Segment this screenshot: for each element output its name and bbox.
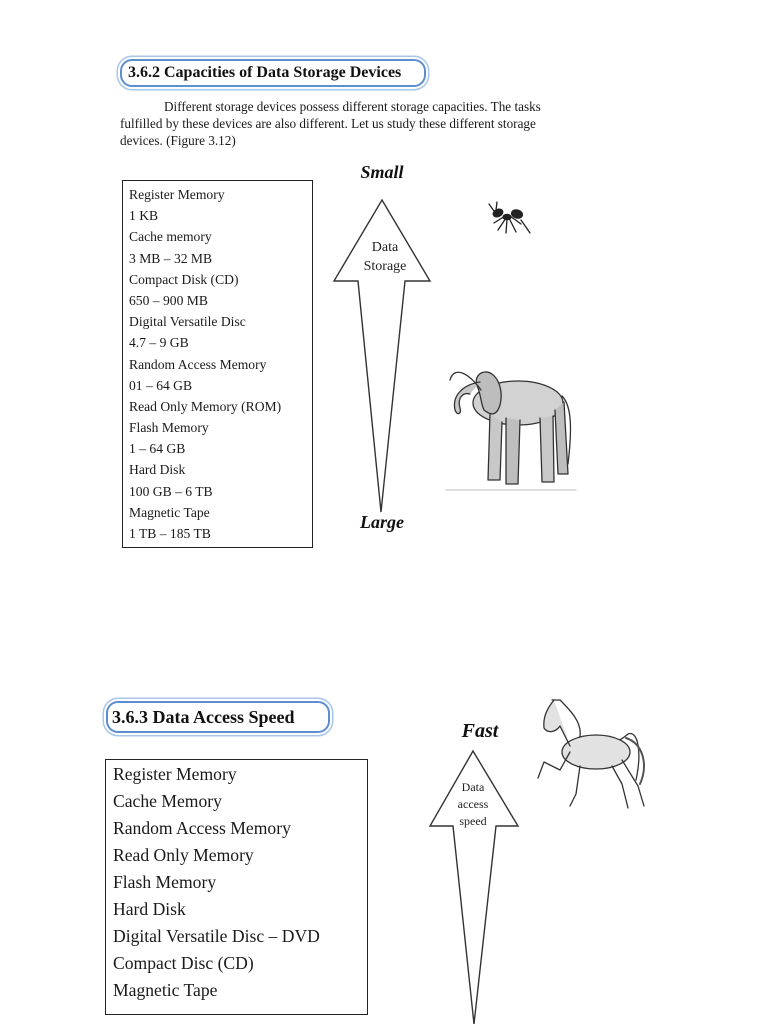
ant-icon [489,202,530,233]
arrow-text-line: Data [371,240,399,255]
intro-line-2: fulfilled by these devices are also different. Let us study these different storage [120,116,536,131]
device-name: Hard Disk [129,462,186,478]
speed-list-item: Random Access Memory [113,818,291,838]
device-name: Register Memory [129,187,225,202]
device-name: Cache memory [129,229,212,245]
speed-list-item: Flash Memory [113,872,217,892]
elephant-icon [446,372,576,490]
speed-list-item: Hard Disk [113,899,186,919]
intro-line-1: Different storage devices possess different storage capacities. The tasks [164,99,541,114]
arrow-text-line: Data [461,780,485,794]
section-heading-speed: 3.6.3 Data Access Speed [106,701,330,733]
speed-list-item: Register Memory [113,764,237,784]
arrow-text-data-storage [345,238,425,276]
device-capacity: 4.7 – 9 GB [129,335,189,351]
device-capacity: 3 MB – 32 MB [129,250,213,266]
arrow-text-line: access [457,797,489,811]
device-name: Compact Disk (CD) [129,271,239,287]
device-capacity: 1 – 64 GB [129,441,186,457]
section-heading-capacities: 3.6.2 Capacities of Data Storage Devices [120,59,426,87]
device-capacity: 1 TB – 185 TB [129,526,211,541]
speed-list-item: Read Only Memory [113,845,254,865]
speed-list-item: Magnetic Tape [113,980,218,1000]
device-capacity: 650 – 900 MB [129,292,208,308]
speed-list-item: Cache Memory [113,791,222,811]
arrow-text-line: Storage [363,259,407,274]
device-capacity: 1 KB [129,208,159,224]
device-name: Digital Versatile Disc [129,314,246,330]
arrow-top-label-small: Small [360,162,404,182]
device-name: Random Access Memory [129,356,267,372]
arrow-text-data-access-speed [440,779,506,830]
speed-list-item: Compact Disc (CD) [113,953,254,973]
arrow-text-line: speed [459,814,487,828]
device-name: Flash Memory [129,420,209,436]
arrow-bottom-label-large: Large [360,512,404,532]
arrow-top-label-fast: Fast [461,720,499,742]
speed-list-item: Digital Versatile Disc – DVD [113,926,320,946]
device-name: Magnetic Tape [129,504,210,520]
device-name: Read Only Memory (ROM) [129,398,282,414]
intro-line-3: devices. (Figure 3.12) [120,133,236,148]
device-capacity: 100 GB – 6 TB [129,483,213,499]
device-capacity: 01 – 64 GB [129,377,193,393]
horse-icon [538,700,644,808]
